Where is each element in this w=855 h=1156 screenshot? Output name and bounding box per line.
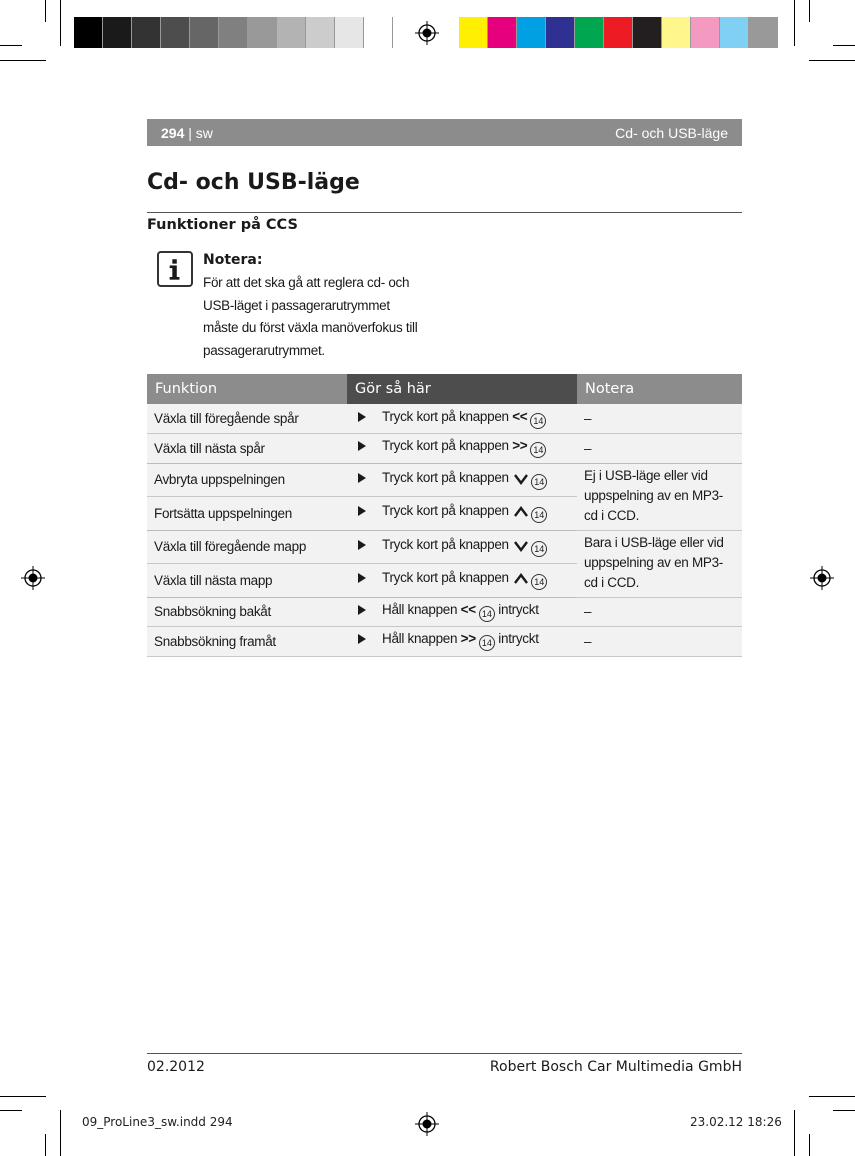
- color-swatch: [633, 17, 662, 48]
- color-swatch: [161, 17, 190, 48]
- chevron-down-icon: [512, 537, 528, 552]
- color-control-bar: [459, 17, 778, 48]
- running-header: [147, 119, 742, 146]
- table-header-row: [147, 374, 742, 404]
- registration-mark-icon: [415, 1112, 439, 1136]
- function-cell: Fortsätta uppspelningen: [147, 497, 347, 531]
- crop-mark: [794, 0, 795, 46]
- instruction-cell: [347, 404, 577, 434]
- registration-mark-icon: [415, 21, 439, 45]
- table-row: [147, 627, 742, 657]
- key-number-badge: 14: [479, 606, 495, 622]
- slug-timestamp: 23.02.12 18:26: [690, 1115, 782, 1129]
- crop-mark: [45, 0, 46, 22]
- table-row: [147, 597, 742, 627]
- key-symbol: >>: [460, 631, 476, 647]
- crop-mark: [794, 1110, 795, 1156]
- function-cell: Växla till nästa mapp: [147, 564, 347, 598]
- function-cell: Växla till föregående spår: [147, 404, 347, 434]
- page-number: 294: [161, 124, 185, 141]
- color-swatch: [459, 17, 488, 48]
- column-header-function: Funktion: [147, 374, 347, 404]
- instruction-cell: [347, 627, 577, 657]
- bullet-arrow-icon: [358, 605, 366, 615]
- column-header-note: Notera: [577, 374, 742, 404]
- color-swatch: [248, 17, 277, 48]
- bullet-arrow-icon: [358, 634, 366, 644]
- key-number-badge: 14: [531, 474, 547, 490]
- function-cell: Växla till nästa spår: [147, 434, 347, 464]
- crop-mark: [809, 1096, 855, 1097]
- bullet-arrow-icon: [358, 540, 366, 550]
- instruction-cell: [347, 564, 577, 598]
- note-line: USB-läget i passagerarutrymmet: [203, 297, 390, 313]
- note-text: [203, 272, 453, 362]
- color-swatch: [517, 17, 546, 48]
- slug-filename: 09_ProLine3_sw.indd 294: [82, 1115, 233, 1129]
- crop-mark: [833, 45, 855, 46]
- language-code: sw: [195, 124, 213, 141]
- crop-mark: [809, 60, 855, 61]
- crop-mark: [60, 0, 61, 46]
- note-line: måste du först växla manöverfokus till: [203, 320, 418, 335]
- instruction-cell: [347, 434, 577, 464]
- function-cell: Snabbsökning bakåt: [147, 597, 347, 627]
- table-row: [147, 530, 742, 564]
- bullet-arrow-icon: [358, 412, 366, 422]
- note-label: Notera:: [203, 252, 263, 268]
- color-swatch: [749, 17, 778, 48]
- section-title: Funktioner på CCS: [147, 217, 298, 233]
- instruction-text: Tryck kort på knappen: [382, 503, 509, 519]
- color-swatch: [691, 17, 720, 48]
- note-cell: –: [577, 434, 742, 464]
- color-swatch: [364, 17, 393, 48]
- gray-scale-bar: [74, 17, 393, 48]
- bullet-arrow-icon: [358, 473, 366, 483]
- crop-mark: [60, 1110, 61, 1156]
- color-swatch: [103, 17, 132, 48]
- note-cell: Bara i USB-läge eller vid uppspelning av en MP3-cd i CCD.: [577, 530, 742, 597]
- note-cell: –: [577, 597, 742, 627]
- function-cell: Snabbsökning framåt: [147, 627, 347, 657]
- chevron-up-icon: [512, 570, 528, 585]
- instruction-suffix: intryckt: [498, 631, 539, 647]
- crop-mark: [0, 1096, 46, 1097]
- key-number-badge: 14: [531, 507, 547, 523]
- registration-mark-icon: [810, 566, 834, 590]
- note-line: passagerarutrymmet.: [203, 342, 325, 358]
- registration-mark-icon: [21, 566, 45, 590]
- note-cell: –: [577, 404, 742, 434]
- color-swatch: [546, 17, 575, 48]
- info-icon: [157, 251, 193, 287]
- header-left: 294 | sw: [161, 124, 213, 141]
- color-swatch: [132, 17, 161, 48]
- crop-mark: [809, 0, 810, 22]
- table-row: [147, 404, 742, 434]
- key-number-badge: 14: [530, 442, 546, 458]
- crop-mark: [0, 45, 22, 46]
- footer-date: 02.2012: [147, 1059, 205, 1075]
- crop-mark: [809, 1134, 810, 1156]
- instruction-text: Tryck kort på knappen: [382, 408, 509, 424]
- color-swatch: [219, 17, 248, 48]
- key-number-badge: 14: [479, 635, 495, 651]
- instruction-cell: [347, 463, 577, 497]
- running-title: Cd- och USB-läge: [615, 124, 728, 141]
- color-swatch: [720, 17, 749, 48]
- color-swatch: [277, 17, 306, 48]
- page-title: Cd- och USB-läge: [147, 170, 360, 195]
- color-swatch: [306, 17, 335, 48]
- column-header-instruction: Gör så här: [347, 374, 577, 404]
- crop-mark: [0, 60, 46, 61]
- footer-company: Robert Bosch Car Multimedia GmbH: [489, 1059, 742, 1075]
- color-swatch: [662, 17, 691, 48]
- color-swatch: [190, 17, 219, 48]
- chevron-up-icon: [512, 503, 528, 518]
- bullet-arrow-icon: [358, 441, 366, 451]
- key-number-badge: 14: [530, 413, 546, 429]
- chevron-down-icon: [512, 470, 528, 485]
- key-symbol: >>: [512, 438, 528, 454]
- key-number-badge: 14: [531, 541, 547, 557]
- key-symbol: <<: [460, 601, 476, 617]
- color-swatch: [488, 17, 517, 48]
- color-swatch: [74, 17, 103, 48]
- color-swatch: [335, 17, 364, 48]
- key-number-badge: 14: [531, 574, 547, 590]
- instruction-cell: [347, 497, 577, 531]
- instruction-text: Tryck kort på knappen: [382, 570, 509, 586]
- table-row: [147, 434, 742, 464]
- bullet-arrow-icon: [358, 573, 366, 583]
- instruction-cell: [347, 530, 577, 564]
- crop-mark: [45, 1134, 46, 1156]
- instruction-text: Håll knappen: [382, 631, 458, 647]
- note-cell: –: [577, 627, 742, 657]
- instruction-text: Tryck kort på knappen: [382, 469, 509, 485]
- crop-mark: [0, 1110, 22, 1111]
- note-line: För att det ska gå att reglera cd- och: [203, 275, 410, 290]
- footer-divider: [147, 1053, 742, 1054]
- key-symbol: <<: [512, 408, 528, 424]
- function-cell: Växla till föregående mapp: [147, 530, 347, 564]
- instruction-text: Tryck kort på knappen: [382, 438, 509, 454]
- instruction-text: Tryck kort på knappen: [382, 536, 509, 552]
- crop-mark: [833, 1110, 855, 1111]
- color-swatch: [604, 17, 633, 48]
- instruction-cell: [347, 597, 577, 627]
- color-swatch: [575, 17, 604, 48]
- instruction-text: Håll knappen: [382, 601, 458, 617]
- table-row: [147, 463, 742, 497]
- section-divider: [147, 212, 742, 213]
- instruction-suffix: intryckt: [498, 601, 539, 617]
- functions-table: [147, 374, 742, 657]
- bullet-arrow-icon: [358, 506, 366, 516]
- function-cell: Avbryta uppspelningen: [147, 463, 347, 497]
- note-cell: Ej i USB-läge eller vid uppspelning av en MP3-cd i CCD.: [577, 463, 742, 530]
